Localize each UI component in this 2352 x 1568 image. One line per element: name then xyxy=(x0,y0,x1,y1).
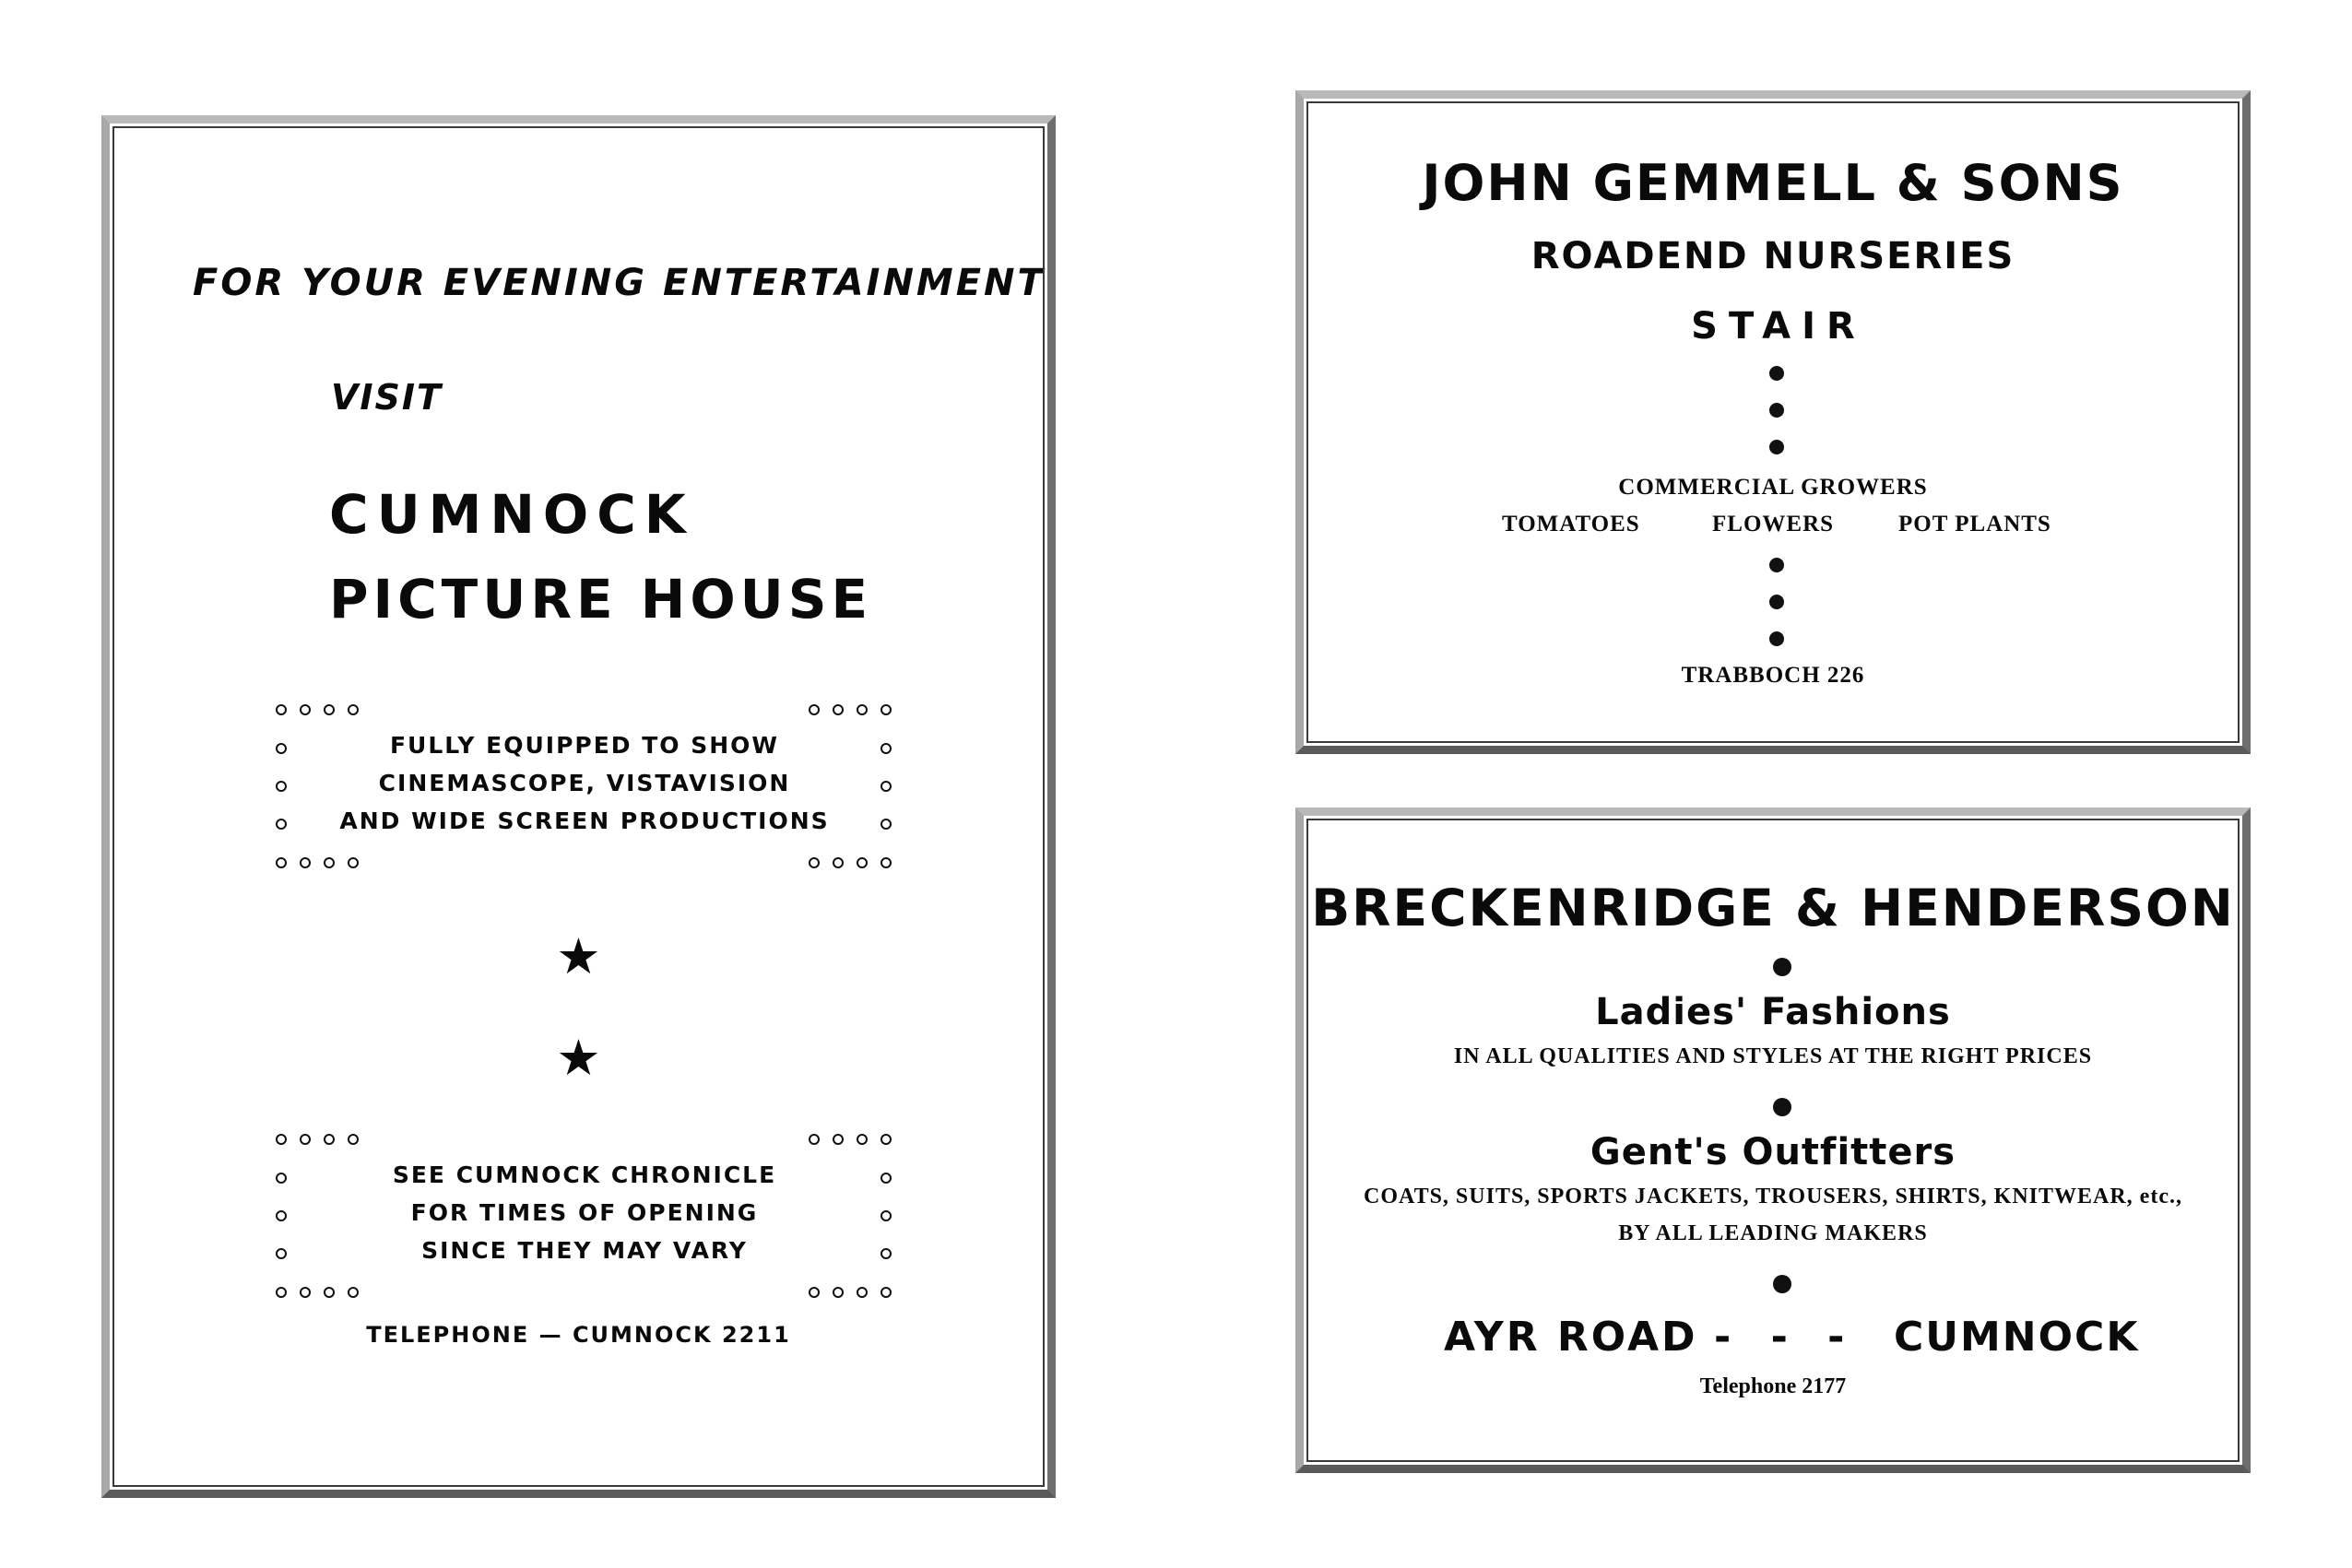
ring-ornament xyxy=(881,1287,892,1298)
address-dashes: - - - xyxy=(1714,1314,1845,1361)
bullet-dot xyxy=(1769,366,1784,381)
ring-ornament xyxy=(833,1287,844,1298)
ring-ornament xyxy=(324,857,335,868)
opening-line-3: SINCE THEY MAY VARY xyxy=(421,1237,748,1264)
nursery-product-pot-plants: POT PLANTS xyxy=(1898,512,2051,536)
ring-ornament xyxy=(324,1287,335,1298)
gents-detail-1: COATS, SUITS, SPORTS JACKETS, TROUSERS, SHIRTS, KNITWEAR, etc., xyxy=(1364,1185,2182,1208)
star-ornament: ★ xyxy=(556,1029,601,1087)
nursery-telephone: TRABBOCH 226 xyxy=(1681,663,1865,688)
ring-ornament xyxy=(809,1287,820,1298)
gents-detail-2: BY ALL LEADING MAKERS xyxy=(1618,1221,1928,1245)
equipment-line-3: AND WIDE SCREEN PRODUCTIONS xyxy=(339,808,830,834)
ring-ornament xyxy=(300,704,311,715)
bullet-dot xyxy=(1769,595,1784,609)
opening-line-1: SEE CUMNOCK CHRONICLE xyxy=(392,1161,777,1188)
cinema-name-line-1: CUMNOCK xyxy=(329,483,694,546)
outfitter-company: BRECKENRIDGE & HENDERSON xyxy=(1311,878,2235,937)
equipment-line-2: CINEMASCOPE, VISTAVISION xyxy=(378,770,791,796)
ring-ornament xyxy=(857,704,868,715)
ring-ornament xyxy=(276,1134,287,1145)
address-town: CUMNOCK xyxy=(1894,1314,2140,1361)
outfitter-telephone: Telephone 2177 xyxy=(1699,1374,1847,1398)
cinema-name-line-2: PICTURE HOUSE xyxy=(329,568,873,631)
ladies-heading: Ladies' Fashions xyxy=(1595,991,1951,1033)
ring-ornament xyxy=(881,857,892,868)
cinema-telephone: TELEPHONE — CUMNOCK 2211 xyxy=(366,1322,791,1348)
ring-ornament xyxy=(809,704,820,715)
cinema-advert xyxy=(101,115,1056,1498)
bullet-dot xyxy=(1773,1275,1791,1293)
ring-ornament xyxy=(276,704,287,715)
outfitter-advert xyxy=(1295,808,2251,1473)
opening-line-2: FOR TIMES OF OPENING xyxy=(410,1199,759,1226)
ring-ornament xyxy=(276,857,287,868)
ring-ornament xyxy=(348,704,359,715)
equipment-notice xyxy=(276,704,893,870)
ring-ornament xyxy=(833,857,844,868)
ring-ornament xyxy=(809,857,820,868)
nursery-location: STAIR xyxy=(1691,305,1866,348)
bullet-dot xyxy=(1773,958,1791,976)
ring-ornament xyxy=(348,1134,359,1145)
cinema-visit: VISIT xyxy=(331,377,443,418)
opening-times-notice xyxy=(276,1134,893,1300)
ring-ornament xyxy=(300,857,311,868)
ring-ornament xyxy=(300,1287,311,1298)
nursery-product-flowers: FLOWERS xyxy=(1712,512,1835,536)
ring-ornament xyxy=(857,857,868,868)
ring-ornament xyxy=(324,704,335,715)
ladies-detail: IN ALL QUALITIES AND STYLES AT THE RIGHT PRICES xyxy=(1453,1044,2093,1068)
ring-ornament xyxy=(857,1134,868,1145)
ring-ornament xyxy=(348,1287,359,1298)
nursery-company: JOHN GEMMELL & SONS xyxy=(1422,154,2124,212)
bullet-dot xyxy=(1769,403,1784,418)
ring-ornament xyxy=(348,857,359,868)
ring-ornament xyxy=(881,1134,892,1145)
ring-ornament xyxy=(300,1134,311,1145)
ring-ornament xyxy=(833,1134,844,1145)
ring-ornament xyxy=(324,1134,335,1145)
ring-ornament xyxy=(809,1134,820,1145)
address-road: AYR ROAD xyxy=(1444,1314,1698,1361)
nursery-name: ROADEND NURSERIES xyxy=(1531,235,2015,277)
nursery-product-tomatoes: TOMATOES xyxy=(1502,512,1640,536)
gents-heading: Gent's Outfitters xyxy=(1590,1131,1956,1173)
equipment-line-1: FULLY EQUIPPED TO SHOW xyxy=(389,732,780,759)
nursery-role: COMMERCIAL GROWERS xyxy=(1618,475,1928,500)
bullet-dot xyxy=(1769,631,1784,646)
bullet-dot xyxy=(1769,558,1784,572)
ring-ornament xyxy=(881,704,892,715)
star-ornament: ★ xyxy=(556,927,601,985)
ring-ornament xyxy=(276,1287,287,1298)
cinema-headline: FOR YOUR EVENING ENTERTAINMENT xyxy=(193,262,1046,304)
ring-ornament xyxy=(857,1287,868,1298)
ring-ornament xyxy=(833,704,844,715)
nursery-advert xyxy=(1295,90,2251,754)
bullet-dot xyxy=(1769,440,1784,454)
bullet-dot xyxy=(1773,1098,1791,1116)
